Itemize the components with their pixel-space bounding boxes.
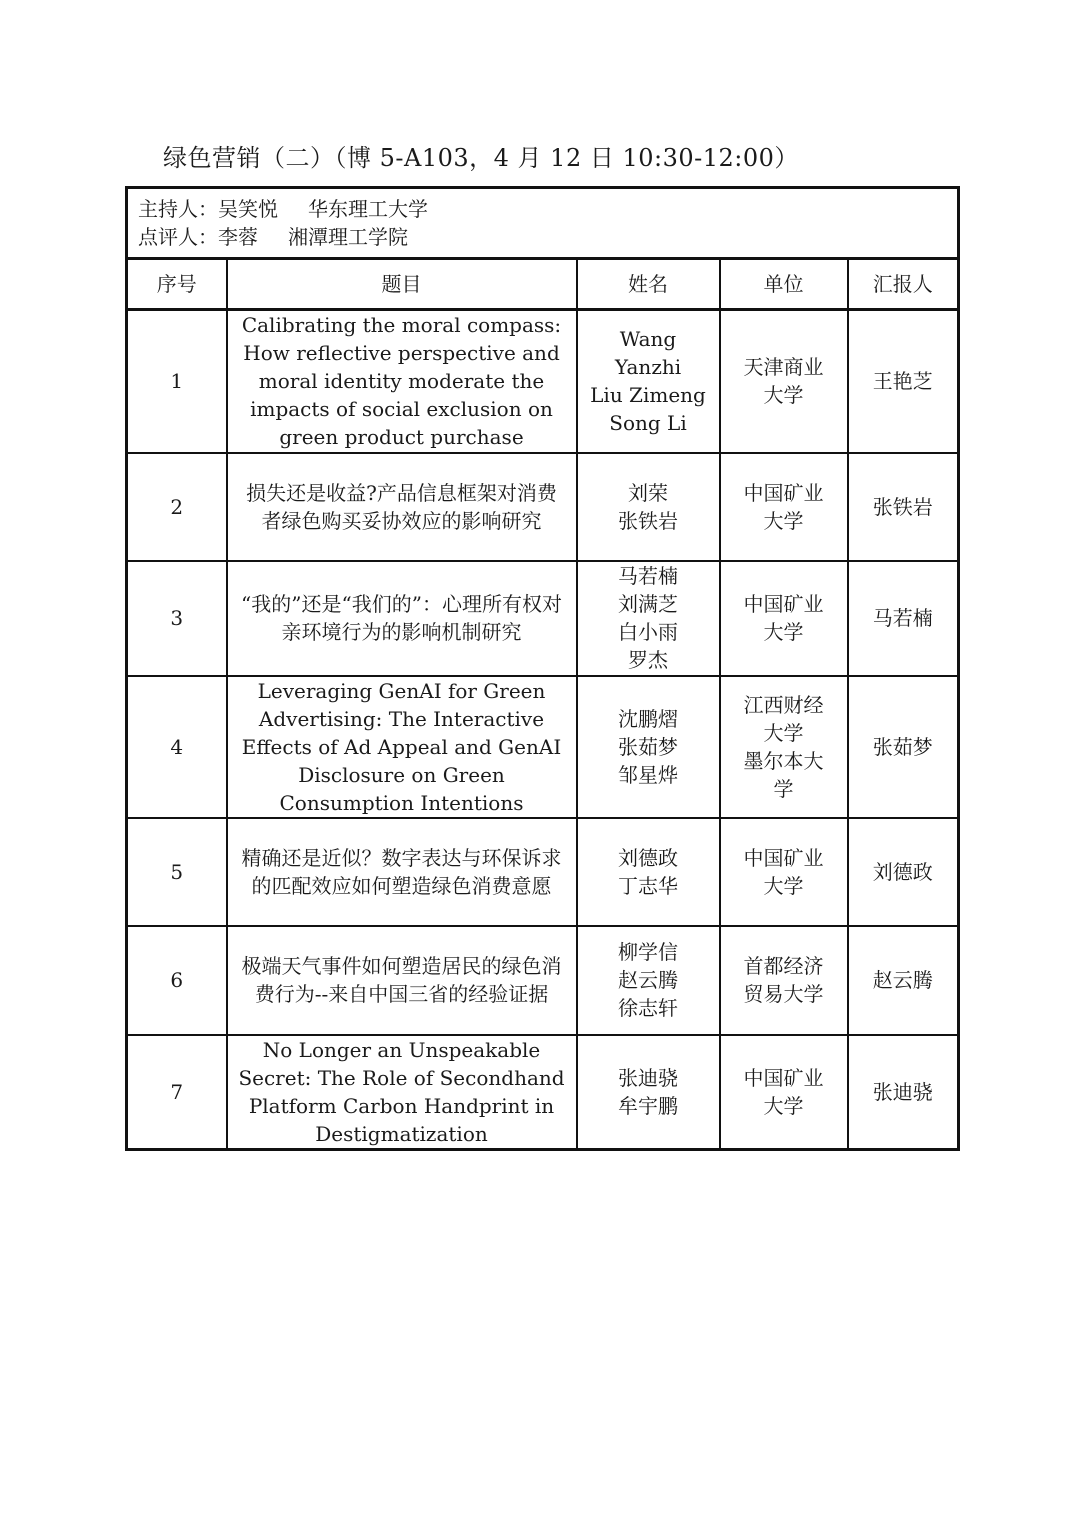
author-name: 白小雨	[618, 620, 678, 644]
table-row	[127, 453, 959, 561]
row-number: 4	[127, 676, 227, 818]
presenter: 马若楠	[848, 561, 959, 676]
affiliation-line: 学	[773, 776, 794, 801]
table-row	[127, 1035, 959, 1150]
affiliation	[720, 1035, 848, 1150]
affiliation-line: 天津商业	[743, 355, 824, 380]
column-header-presenter: 汇报人	[848, 259, 959, 310]
affiliation-line: 首都经济	[743, 954, 824, 978]
author-names	[577, 676, 720, 818]
presenter: 张迪骁	[848, 1035, 959, 1150]
table-row	[127, 676, 959, 818]
author-name: 徐志轩	[618, 996, 678, 1020]
row-number: 6	[127, 926, 227, 1035]
table-row	[127, 561, 959, 676]
author-name: 丁志华	[618, 873, 678, 898]
affiliation	[720, 818, 848, 926]
author-names	[577, 818, 720, 926]
column-header-unit: 单位	[720, 259, 848, 310]
presenter: 张铁岩	[848, 453, 959, 561]
paper-title: Leveraging GenAI for Green Advertising: The Interactive Effects of Ad Appeal and GenAI Disclosure on Green Consumption Intentions	[227, 676, 577, 818]
author-name: 张迪骁	[618, 1065, 678, 1090]
affiliation-line: 大学	[763, 720, 804, 745]
presenter: 王艳芝	[848, 310, 959, 453]
author-name: Song Li	[609, 411, 687, 436]
presenter: 赵云腾	[848, 926, 959, 1035]
column-header-row	[127, 259, 959, 310]
affiliation-line: 大学	[763, 508, 804, 533]
author-name: Liu Zimeng	[590, 383, 706, 408]
author-name: 张铁岩	[618, 508, 678, 533]
author-name: 罗杰	[628, 648, 668, 672]
paper-title: 损失还是收益?产品信息框架对消费者绿色购买妥协效应的影响研究	[227, 453, 577, 561]
table-row	[127, 310, 959, 453]
affiliation-line: 贸易大学	[743, 982, 824, 1006]
affiliation	[720, 310, 848, 453]
affiliation-line: 墨尔本大	[743, 748, 824, 773]
affiliation	[720, 561, 848, 676]
host-label: 主持人：	[138, 197, 218, 221]
paper-title: Calibrating the moral compass: How reflective perspective and moral identity moderate the impacts of social exclusion on green product purchase	[227, 310, 577, 453]
host-name: 吴笑悦	[218, 197, 278, 221]
affiliation-line: 中国矿业	[743, 592, 824, 616]
schedule-table	[125, 186, 960, 1151]
host-line	[138, 195, 947, 223]
table-row	[127, 818, 959, 926]
paper-title: 极端天气事件如何塑造居民的绿色消费行为--来自中国三省的经验证据	[227, 926, 577, 1035]
presenter: 刘德政	[848, 818, 959, 926]
author-name: 张茹梦	[618, 734, 678, 759]
row-number: 5	[127, 818, 227, 926]
author-name: 邹星烨	[618, 762, 678, 787]
host-affiliation: 华东理工大学	[308, 197, 428, 221]
affiliation-line: 大学	[763, 620, 804, 644]
paper-title: No Longer an Unspeakable Secret: The Role of Secondhand Platform Carbon Handprint in Destigmatization	[227, 1035, 577, 1150]
presenter: 张茹梦	[848, 676, 959, 818]
row-number: 1	[127, 310, 227, 453]
author-name: 刘荣	[628, 480, 668, 505]
affiliation-line: 中国矿业	[743, 845, 824, 870]
reviewer-label: 点评人：	[138, 225, 218, 249]
row-number: 2	[127, 453, 227, 561]
author-names	[577, 310, 720, 453]
author-name: 沈鹏熠	[618, 706, 678, 731]
reviewer-name: 李蓉	[218, 225, 258, 249]
author-name: Wang Yanzhi	[614, 327, 682, 380]
affiliation-line: 中国矿业	[743, 1065, 824, 1090]
author-names	[577, 561, 720, 676]
paper-title: “我的”还是“我们的”：心理所有权对亲环境行为的影响机制研究	[227, 561, 577, 676]
author-name: 刘满芝	[618, 592, 678, 616]
affiliation-line: 大学	[763, 873, 804, 898]
row-number: 7	[127, 1035, 227, 1150]
affiliation-line: 大学	[763, 383, 804, 408]
affiliation	[720, 926, 848, 1035]
column-header-no: 序号	[127, 259, 227, 310]
affiliation-line: 江西财经	[743, 692, 824, 717]
author-names	[577, 1035, 720, 1150]
reviewer-affiliation: 湘潭理工学院	[288, 225, 408, 249]
session-title: 绿色营销（二）（博 5-A103，4 月 12 日 10:30-12:00）	[163, 144, 799, 172]
author-names	[577, 453, 720, 561]
reviewer-line	[138, 223, 947, 251]
header-info-row	[127, 188, 959, 259]
affiliation	[720, 676, 848, 818]
paper-title: 精确还是近似？数字表达与环保诉求的匹配效应如何塑造绿色消费意愿	[227, 818, 577, 926]
affiliation-line: 中国矿业	[743, 480, 824, 505]
column-header-names: 姓名	[577, 259, 720, 310]
table-row	[127, 926, 959, 1035]
author-name: 马若楠	[618, 564, 678, 588]
author-name: 赵云腾	[618, 968, 678, 992]
author-name: 刘德政	[618, 845, 678, 870]
author-name: 牟宇鹏	[618, 1093, 678, 1118]
row-number: 3	[127, 561, 227, 676]
host-reviewer-cell	[127, 188, 959, 259]
affiliation-line: 大学	[763, 1093, 804, 1118]
affiliation	[720, 453, 848, 561]
column-header-title: 题目	[227, 259, 577, 310]
author-names	[577, 926, 720, 1035]
author-name: 柳学信	[618, 940, 678, 964]
